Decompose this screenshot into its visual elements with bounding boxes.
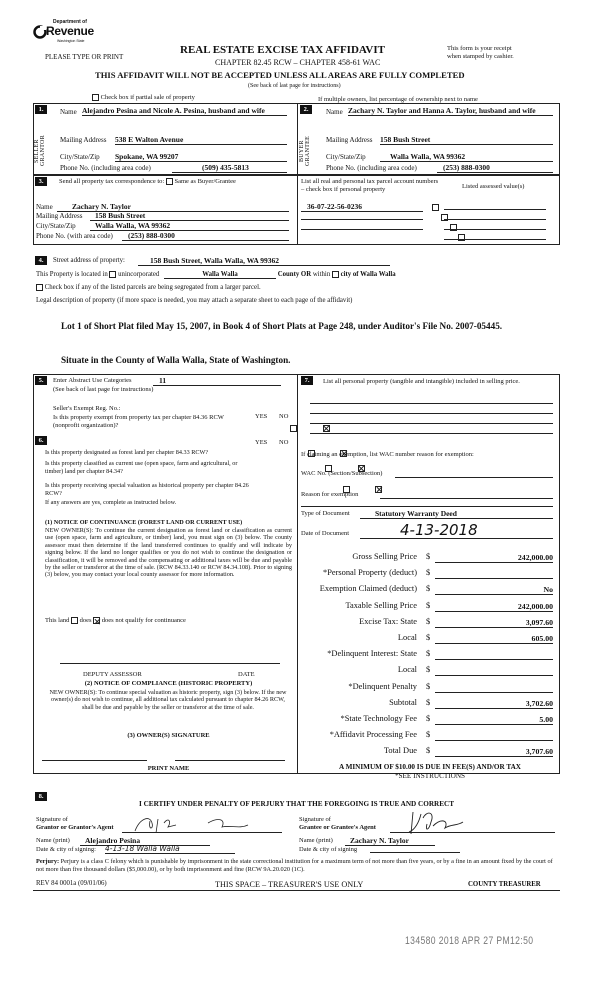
tax-row-value[interactable]: No: [435, 585, 553, 595]
tax-row-value[interactable]: [435, 666, 553, 676]
tax-row-label: Local: [397, 665, 417, 675]
buyer-mailing-value[interactable]: 158 Bush Street: [380, 135, 553, 145]
doc-date-value[interactable]: 4-13-2018: [360, 522, 553, 539]
correspondence-city-label: City/State/Zip: [36, 222, 76, 230]
county-or-label: County OR: [277, 271, 312, 279]
owner-signature-label: (3) OWNER(S) SIGNATURE: [127, 732, 210, 739]
seller-name-value[interactable]: Alejandro Pesina and Nicole A. Pesina, husband and wife: [82, 106, 287, 116]
minimum-due-text: A MINIMUM OF $10.00 IS DUE IN FEE(S) AND/OR TAX: [339, 763, 521, 771]
send-correspondence-row: [59, 178, 236, 185]
seller-mailing-label: Mailing Address: [60, 136, 107, 144]
tax-row-currency: $: [426, 568, 431, 578]
grantor-name-label: Name (print): [36, 837, 70, 844]
legal-description-text: Lot 1 of Short Plat filed May 15, 2007, in Book 4 of Short Plats at Page 248, under Auditor's File No. 2007-05445.: [61, 321, 503, 331]
same-as-buyer-checkbox[interactable]: [166, 178, 173, 185]
grantee-date-label: Date & city of signing: [299, 846, 358, 853]
grantee-agent-label: Grantee or Grantee's Agent: [299, 824, 376, 831]
section-6-number: 6.: [35, 436, 47, 445]
exemption-note: If claiming an exemption, list WAC number reason for exemption:: [301, 451, 474, 458]
parcel-1-personal-checkbox[interactable]: [432, 204, 439, 211]
tax-row-value[interactable]: 605.00: [435, 634, 553, 644]
same-as-buyer-label: Same as Buyer/Grantee: [174, 178, 236, 185]
assessed-value-3[interactable]: [444, 229, 546, 230]
deputy-assessor-label: DEPUTY ASSESSOR: [83, 671, 142, 678]
parcel-list-label: List all real and personal tax parcel account numbers – check box if personal property: [301, 178, 439, 193]
seller-side-label: SELLER GRANTOR: [34, 135, 46, 167]
tax-row-currency: $: [426, 616, 431, 626]
doc-type-value[interactable]: Statutory Warranty Deed: [360, 509, 553, 519]
certify-text: I CERTIFY UNDER PENALTY OF PERJURY THAT THE FOREGOING IS TRUE AND CORRECT: [139, 800, 454, 808]
city-of-value: city of Walla Walla: [340, 271, 396, 279]
grantor-agent-label: Grantor or Grantor's Agent: [36, 824, 114, 831]
assessed-value-1[interactable]: [444, 209, 546, 210]
partial-sale-checkbox[interactable]: [92, 94, 99, 101]
grantor-date-label: Date & city of signing:: [36, 846, 96, 853]
section6-yes-header: YES: [255, 439, 268, 446]
personal-property-line-3[interactable]: [310, 423, 553, 424]
tax-row-currency: $: [426, 746, 431, 756]
section6-no-header: NO: [279, 439, 289, 446]
buyer-mailing-label: Mailing Address: [326, 136, 373, 144]
historic-no-checkbox[interactable]: [375, 486, 382, 493]
section-2-number: 2.: [300, 105, 312, 114]
abstract-see-back: (See back of last page for instructions): [53, 386, 154, 393]
property-location-row: [36, 271, 396, 279]
land-does-checkbox[interactable]: [71, 617, 78, 624]
tax-row-label: *Delinquent Penalty: [348, 681, 417, 691]
tax-row-value[interactable]: [435, 731, 553, 741]
section5-no-header: NO: [279, 413, 289, 420]
personal-property-line-1[interactable]: [310, 403, 553, 404]
form-subtitle: CHAPTER 82.45 RCW – CHAPTER 458-61 WAC: [215, 58, 381, 67]
tax-row-currency: $: [426, 633, 431, 642]
correspondence-mailing-label: Mailing Address: [36, 212, 83, 220]
logo-dept-text: Department of: [53, 19, 87, 25]
located-label: This Property is located in: [36, 271, 108, 279]
seller-name-label: Name: [60, 108, 77, 116]
deputy-assessor-line[interactable]: [60, 663, 280, 664]
reason-label: Reason for exemption: [301, 491, 359, 498]
answers-yes-note: If any answers are yes, complete as instructed below.: [45, 499, 177, 506]
partial-sale-option: [92, 94, 195, 101]
tax-row-value[interactable]: 5.00: [435, 715, 553, 725]
doc-date-label: Date of Document: [301, 530, 350, 537]
please-type-text: PLEASE TYPE OR PRINT: [45, 53, 124, 61]
tax-row-value[interactable]: 3,707.60: [435, 747, 553, 757]
legal-situate-text: Situate in the County of Walla Walla, State of Washington.: [61, 355, 291, 365]
correspondence-name-value[interactable]: Zachary N. Taylor: [57, 202, 289, 212]
tax-row-currency: $: [426, 730, 431, 740]
perjury-text-block: [36, 858, 556, 874]
treasurer-space-label: THIS SPACE – TREASURER'S USE ONLY: [215, 880, 364, 889]
abstract-use-label: Enter Abstract Use Categories: [53, 377, 132, 384]
correspondence-phone-label: Phone No. (with area code): [36, 232, 113, 240]
revenue-logo: [33, 17, 94, 47]
county-value[interactable]: Walla Walla: [164, 271, 276, 279]
nonprofit-no-checkbox[interactable]: [323, 425, 330, 432]
grantee-signature: [405, 808, 485, 838]
grantor-name-value[interactable]: Alejandro Pesina: [80, 836, 210, 846]
tax-row-label: Local: [397, 633, 417, 642]
receipt-note-2: when stamped by cashier.: [447, 53, 514, 60]
tax-row-currency: $: [426, 681, 431, 691]
grantee-name-label: Name (print): [299, 837, 333, 844]
tax-row-label: Excise Tax: State: [359, 616, 417, 626]
owner-signature-line-2[interactable]: [175, 760, 285, 761]
tax-row-value[interactable]: 3,097.60: [435, 618, 553, 628]
buyer-phone-label: Phone No. (including area code): [326, 164, 417, 172]
tax-row-label: Total Due: [383, 746, 417, 756]
tax-row-value[interactable]: 3,702.60: [435, 699, 553, 709]
buyer-phone-value[interactable]: (253) 888-0300: [437, 163, 553, 173]
grantee-name-value[interactable]: Zachary N. Taylor: [345, 836, 435, 846]
this-land-label: This land: [45, 617, 70, 624]
rev-code: REV 84 0001a (09/01/06): [36, 880, 107, 887]
tax-row-currency: $: [426, 552, 431, 561]
personal-property-label: List all personal property (tangible and intangible) included in selling price.: [323, 378, 520, 385]
deputy-date-label: DATE: [238, 671, 255, 678]
segregated-row: [36, 284, 261, 291]
section-4-number: 4.: [35, 256, 47, 265]
tax-row-label: Gross Selling Price: [352, 552, 417, 561]
logo-state-text: Washington State: [57, 39, 85, 43]
street-address-value[interactable]: 158 Bush Street, Walla Walla, WA 99362: [138, 256, 390, 266]
tax-row-label: *State Technology Fee: [340, 714, 417, 723]
tax-row-currency: $: [426, 665, 431, 675]
section-7-number: 7.: [301, 376, 313, 385]
within-city-checkbox[interactable]: [332, 271, 339, 278]
tax-row-label: Subtotal: [389, 697, 417, 707]
print-name-label: PRINT NAME: [147, 765, 190, 772]
correspondence-city-value[interactable]: Walla Walla, WA 99362: [90, 221, 289, 231]
parcel-number-1[interactable]: 36-07-22-56-0236: [301, 202, 423, 212]
section5-yes-header: YES: [255, 413, 268, 420]
seller-mailing-value[interactable]: 538 E Walton Avenue: [115, 135, 287, 145]
nonprofit-question: Is this property exempt from property tax per chapter 84.36 RCW (nonprofit organization)?: [53, 414, 224, 429]
grantee-date-value[interactable]: [370, 852, 460, 853]
doc-type-label: Type of Document: [301, 510, 350, 517]
correspondence-mailing-value[interactable]: 158 Bush Street: [90, 211, 289, 221]
personal-property-line-4[interactable]: [310, 433, 553, 434]
does-not-label: does not qualify for continuance: [101, 617, 186, 624]
qualify-row: [45, 617, 186, 624]
segregated-label: Check box if any of the listed parcels are being segregated from a larger parcel.: [44, 284, 261, 292]
assessed-value-2[interactable]: [444, 219, 546, 220]
does-label: does: [79, 617, 92, 624]
receipt-note-1: This form is your receipt: [447, 45, 512, 52]
buyer-city-label: City/State/Zip: [326, 153, 366, 161]
grantor-sig-label: Signature of: [36, 816, 68, 823]
owner-signature-line-1[interactable]: [42, 760, 147, 761]
tax-row-label: Taxable Selling Price: [345, 600, 417, 610]
correspondence-phone-value[interactable]: (253) 888-0300: [122, 231, 289, 241]
correspondence-name-label: Name: [36, 203, 53, 211]
current-use-question: Is this property classified as current use (open space, farm and agricultural, or timber) land per chapter 84.34?: [45, 460, 238, 475]
seller-city-value[interactable]: Spokane, WA 99207: [115, 152, 287, 162]
tax-row-value[interactable]: [435, 683, 553, 693]
buyer-name-label: Name: [326, 108, 343, 116]
forest-land-question: Is this property designated as forest land per chapter 84.33 RCW?: [45, 449, 209, 456]
notice-continuance-title: (1) NOTICE OF CONTINUANCE (FOREST LAND OR CURRENT USE): [45, 519, 243, 526]
recording-stamp: 134580 2018 APR 27 PM12:50: [405, 935, 534, 947]
send-correspondence-label: Send all property tax correspondence to:: [59, 178, 165, 185]
exempt-reg-label: Seller's Exempt Reg. No.:: [53, 405, 121, 412]
assessed-value-label: Listed assessed value(s): [462, 183, 525, 190]
unincorporated-label: unincorporated: [118, 271, 160, 279]
buyer-side-label: BUYER GRANTEE: [299, 135, 311, 167]
see-back-text: (See back of last page for instructions): [248, 83, 341, 89]
partial-sale-label: Check box if partial sale of property: [100, 94, 195, 101]
tax-row-value[interactable]: [435, 569, 553, 579]
historic-question: Is this property receiving special valuation as historical property per chapter 84.26 RCW?: [45, 482, 249, 497]
within-label: within: [312, 271, 331, 279]
parcel-number-3[interactable]: [301, 229, 423, 230]
personal-property-line-2[interactable]: [310, 413, 553, 414]
abstract-use-value[interactable]: 11: [153, 376, 281, 386]
nonprofit-yes-checkbox[interactable]: [290, 425, 297, 432]
grantor-date-value[interactable]: 4-13-18 Walla Walla: [105, 844, 235, 854]
legal-description-label: Legal description of property (if more space is needed, you may attach a separate sheet to each page of the affidavit): [36, 297, 353, 304]
warning-text: THIS AFFIDAVIT WILL NOT BE ACCEPTED UNLESS ALL AREAS ARE FULLY COMPLETED: [95, 70, 465, 80]
land-does-not-checkbox[interactable]: [93, 617, 100, 624]
section-1-number: 1.: [35, 105, 47, 114]
see-instructions-text: *SEE INSTRUCTIONS: [394, 772, 466, 780]
tax-row-label: *Delinquent Interest: State: [327, 649, 417, 659]
perjury-text: Perjury is a class C felony which is punishable by imprisonment in the state correctional institution for a maximum term of not more than five years, or by a fine in an amount fixed by the court of not more than five thousand dollars ($5,000.00), or by both imprisonment and fine (RCW 9A.20.020 (1C).: [36, 858, 553, 873]
wac-label: WAC No. (Section/Subsection): [301, 470, 383, 477]
tax-row-currency: $: [426, 600, 431, 610]
logo-name-text: Revenue: [46, 24, 94, 38]
perjury-label: Perjury:: [36, 858, 60, 865]
section-3-number: 3.: [35, 177, 47, 186]
parcel-number-2[interactable]: [301, 219, 423, 220]
tax-row-value[interactable]: [435, 650, 553, 660]
tax-row-currency: $: [426, 584, 431, 594]
seller-city-label: City/State/Zip: [60, 153, 100, 161]
form-title: REAL ESTATE EXCISE TAX AFFIDAVIT: [180, 44, 385, 56]
county-treasurer-label: COUNTY TREASURER: [468, 881, 541, 888]
multiple-owners-note: If multiple owners, list percentage of ownership next to name: [318, 96, 478, 103]
tax-row-value[interactable]: 242,000.00: [435, 602, 553, 612]
segregated-checkbox[interactable]: [36, 284, 43, 291]
notice-compliance-text: NEW OWNER(S): To continue special valuation as historic property, sign (3) below. If the new owner(s) do not wish to continue, all additional tax calculated pursuant to chapter 84.26 RCW, shall be due and payable by the seller or transferor at the time of sale.: [49, 689, 287, 711]
tax-row-currency: $: [426, 649, 431, 659]
notice-compliance-title: (2) NOTICE OF COMPLIANCE (HISTORIC PROPERTY): [84, 680, 253, 687]
tax-row-currency: $: [426, 697, 431, 707]
tax-row-label: *Affidavit Processing Fee: [329, 730, 417, 740]
tax-row-label: Exemption Claimed (deduct): [319, 584, 417, 594]
wac-value[interactable]: [395, 477, 553, 478]
street-address-label: Street address of property:: [53, 257, 125, 264]
tax-row-value[interactable]: 242,000.00: [435, 553, 553, 563]
assessed-value-4[interactable]: [444, 239, 546, 240]
section-5-number: 5.: [35, 376, 47, 385]
notice-continuance-text: NEW OWNER(S): To continue the current designation as forest land or classification as current use (open space, farm and agriculture, or timber) land, you must sign on (3) below. The county assessor must then determine if the land transferred continues to qualify and will indicate by signing below. If the land no longer qualifies or you do not wish to continue the designation or classification, it will be removed and the compensating or additional taxes will be due and payable by the seller or transferor at the time of sale. (RCW 84.33.140 or RCW 84.34.108). Prior to signing (3) below, you may contact your local county assessor for more information.: [45, 527, 292, 579]
tax-row-label: *Personal Property (deduct): [323, 568, 417, 578]
buyer-name-value[interactable]: Zachary N. Taylor and Hanna A. Taylor, husband and wife: [348, 106, 553, 116]
reason-value-2[interactable]: [301, 506, 553, 507]
seller-phone-label: Phone No. (including area code): [60, 164, 151, 172]
unincorporated-checkbox[interactable]: [109, 271, 116, 278]
buyer-city-value[interactable]: Walla Walla, WA 99362: [380, 152, 553, 162]
seller-phone-value[interactable]: (509) 435-5813: [172, 163, 287, 173]
tax-row-currency: $: [426, 714, 431, 723]
reason-value[interactable]: [380, 498, 553, 499]
grantor-signature: [130, 813, 280, 835]
grantee-sig-label: Signature of: [299, 816, 331, 823]
section-8-number: 8.: [35, 792, 47, 801]
